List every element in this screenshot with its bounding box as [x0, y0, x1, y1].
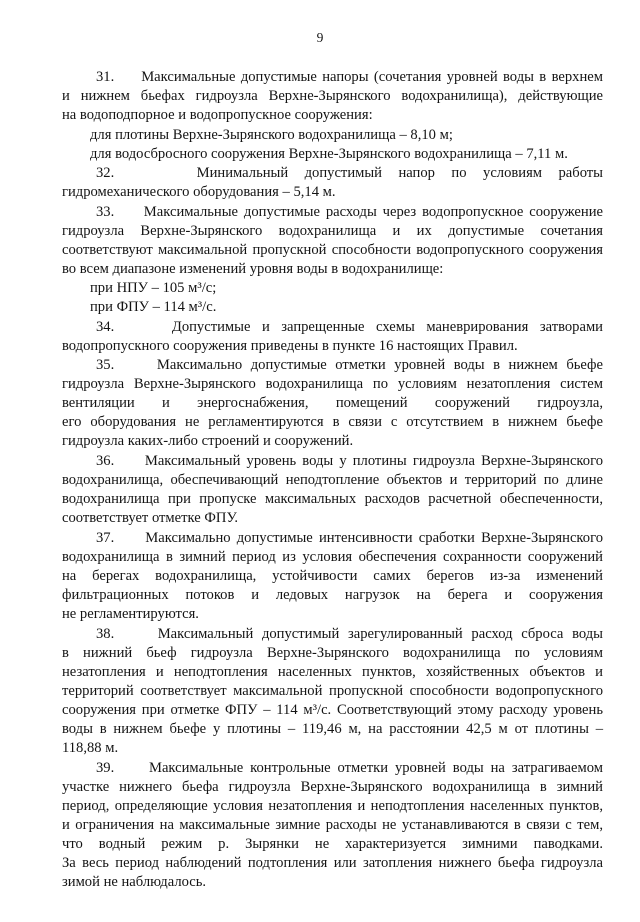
- text-line: 39. Максимальные контрольные отметки уровней воды на затрагиваемом: [96, 760, 603, 776]
- text-line: для водосбросного сооружения Верхне-Зырянского водохранилища – 7,11 м.: [90, 146, 568, 162]
- text-line: на берегах водохранилища, устойчивости самих берегов из-за изменений: [62, 568, 603, 584]
- text-line: воды в нижнем бьефе у плотины – 119,46 м, на расстоянии 42,5 м от плотины –: [62, 721, 603, 737]
- text-line: при ФПУ – 114 м³/с.: [90, 299, 217, 315]
- text-line: За весь период наблюдений подтопления или затопления нижнего бьефа гидроузла: [62, 855, 603, 871]
- text-line: 118,88 м.: [62, 740, 119, 756]
- text-line: водопропускного сооружения приведены в пункте 16 настоящих Правил.: [62, 338, 518, 354]
- text-line: во всем диапазоне изменений уровня воды в водохранилище:: [62, 261, 444, 277]
- text-line: соответствуют максимальной пропускной способности водопропускного сооружения: [62, 242, 603, 258]
- text-line: водохранилища в зимний период из условия обеспечения сохранности сооружений: [62, 549, 603, 565]
- text-line: сооружения при отметке ФПУ – 114 м³/с. Соответствующий этому расходу уровень: [62, 702, 603, 718]
- text-line: гидромеханического оборудования – 5,14 м.: [62, 184, 336, 200]
- text-line: участке нижнего бьефа гидроузла Верхне-Зырянского водохранилища в зимний: [62, 779, 603, 795]
- text-line: 35. Максимально допустимые отметки уровней воды в нижнем бьефе: [96, 357, 603, 373]
- text-line: и ограничения на максимальные зимние расходы не устанавливаются в связи с тем,: [62, 817, 603, 833]
- text-line: гидроузла Верхне-Зырянского водохранилища по условиям незатопления систем: [62, 376, 603, 392]
- text-line: не регламентируются.: [62, 606, 199, 622]
- text-line: 32. Минимальный допустимый напор по условиям работы: [96, 165, 603, 181]
- text-line: 34. Допустимые и запрещенные схемы маневрирования затворами: [96, 319, 603, 335]
- text-line: на водоподпорное и водопропускное сооружения:: [62, 107, 373, 123]
- text-line: водохранилища при пропуске максимальных расходов расчетной обеспеченности,: [62, 491, 603, 507]
- text-line: незатопления и неподтопления населенных пунктов, хозяйственных объектов и: [62, 664, 603, 680]
- text-line: гидроузла Верхне-Зырянского водохранилища и их допустимые сочетания: [62, 223, 603, 239]
- page-number: 9: [316, 30, 324, 45]
- text-line: территорий соответствует максимальной пропускной способности водопропускного: [62, 683, 603, 699]
- text-line: период, определяющие условия незатопления и неподтопления населенных пунктов,: [62, 798, 603, 814]
- text-line: и нижнем бьефах гидроузла Верхне-Зырянского водохранилища), действующие: [62, 88, 603, 104]
- text-line: 38. Максимальный допустимый зарегулированный расход сброса воды: [96, 626, 603, 642]
- text-line: фильтрационных потоков и ледовых нагрузок на берега и сооружения: [62, 587, 603, 603]
- text-line: 31. Максимальные допустимые напоры (сочетания уровней воды в верхнем: [96, 69, 603, 85]
- text-line: что водный режим р. Зырянки не характеризуется зимними паводками.: [62, 836, 603, 852]
- text-line: водохранилища, обеспечивающий неподтопление объектов и территорий по длине: [62, 472, 603, 488]
- text-line: в нижний бьеф гидроузла Верхне-Зырянского водохранилища по условиям: [62, 645, 603, 661]
- text-line: 36. Максимальный уровень воды у плотины гидроузла Верхне-Зырянского: [96, 453, 603, 469]
- text-line: соответствует отметке ФПУ.: [62, 510, 239, 526]
- text-line: при НПУ – 105 м³/с;: [90, 280, 217, 296]
- text-line: 37. Максимально допустимые интенсивности сработки Верхне-Зырянского: [96, 530, 603, 546]
- text-line: вентиляции и энергоснабжения, помещений сооружений гидроузла,: [62, 395, 603, 411]
- text-line: 33. Максимальные допустимые расходы через водопропускное сооружение: [96, 204, 603, 220]
- text-line: его оборудования не регламентируются в связи с отсутствием в нижнем бьефе: [62, 414, 603, 430]
- text-line: для плотины Верхне-Зырянского водохранилища – 8,10 м;: [90, 127, 453, 143]
- text-line: гидроузла каких-либо строений и сооружений.: [62, 433, 354, 449]
- text-line: зимой не наблюдалось.: [62, 874, 207, 890]
